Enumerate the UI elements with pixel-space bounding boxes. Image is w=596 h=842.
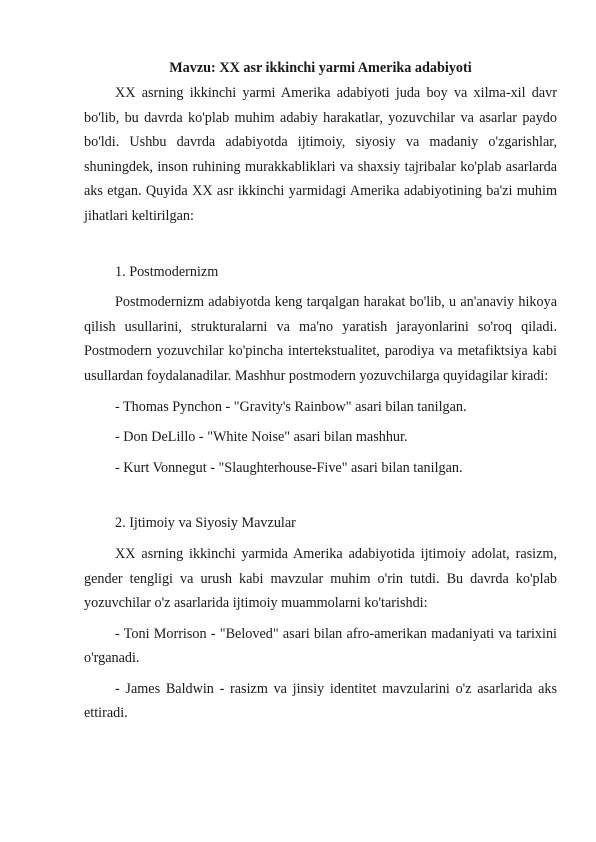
section-gap — [84, 229, 557, 260]
list-item: - Kurt Vonnegut - "Slaughterhouse-Five" asari bilan tanilgan. — [115, 459, 463, 476]
list-item: - Thomas Pynchon - "Gravity's Rainbow" asari bilan tanilgan. — [115, 398, 467, 415]
list-item: - Toni Morrison - "Beloved" asari bilan afro-amerikan madaniyati va tarixini o'rganadi. — [84, 625, 557, 667]
list-item: - James Baldwin - rasizm va jinsiy identitet mavzularini o'z asarlarida aks ettiradi. — [84, 680, 557, 722]
document-page — [84, 0, 557, 726]
section-heading-postmodernizm: 1. Postmodernizm — [115, 263, 219, 280]
intro-paragraph: XX asrning ikkinchi yarmi Amerika adabiyoti juda boy va xilma-xil davr bo'lib, bu davrda ko'plab muhim adabiy harakatlar, yozuvchilar va asarlar paydo bo'ldi. Ushbu davrda adabiyotda ijtimoiy, siyosiy va madaniy o'zgarishlar, shuningdek, inson ruhining murakkabliklari va shaxsiy tajribalar ko'plab asarlarda aks etgan. Quyida XX asr ikkinchi yarmidagi Amerika adabiyotining ba'zi muhim jihatlari keltirilgan: — [84, 85, 557, 224]
section-paragraph-ijtimoiy: XX asrning ikkinchi yarmida Amerika adabiyotida ijtimoiy adolat, rasizm, gender tengligi va urush kabi mavzular muhim o'rin tutdi. Bu davrda ko'plab yozuvchilar o'z asarlarida ijtimoiy muammolarni ko'tarishdi: — [84, 545, 557, 612]
section-paragraph-postmodernizm: Postmodernizm adabiyotda keng tarqalgan harakat bo'lib, u an'anaviy hikoya qilish usullarini, strukturalarni va ma'no yaratish jarayonlarini so'roq qiladi. Postmodern yozuvchilar ko'pincha intertekstualitet, parodiya va metafiktsiya kabi usullardan foydalanadilar. Mashhur postmodern yozuvchilarga quyidagilar kiradi: — [84, 294, 557, 384]
section-heading-ijtimoiy: 2. Ijtimoiy va Siyosiy Mavzular — [115, 515, 296, 532]
document-title: Mavzu: XX asr ikkinchi yarmi Amerika adabiyoti — [169, 60, 472, 76]
list-item: - Don DeLillo - "White Noise" asari bilan mashhur. — [115, 429, 408, 446]
section-gap — [84, 480, 557, 511]
